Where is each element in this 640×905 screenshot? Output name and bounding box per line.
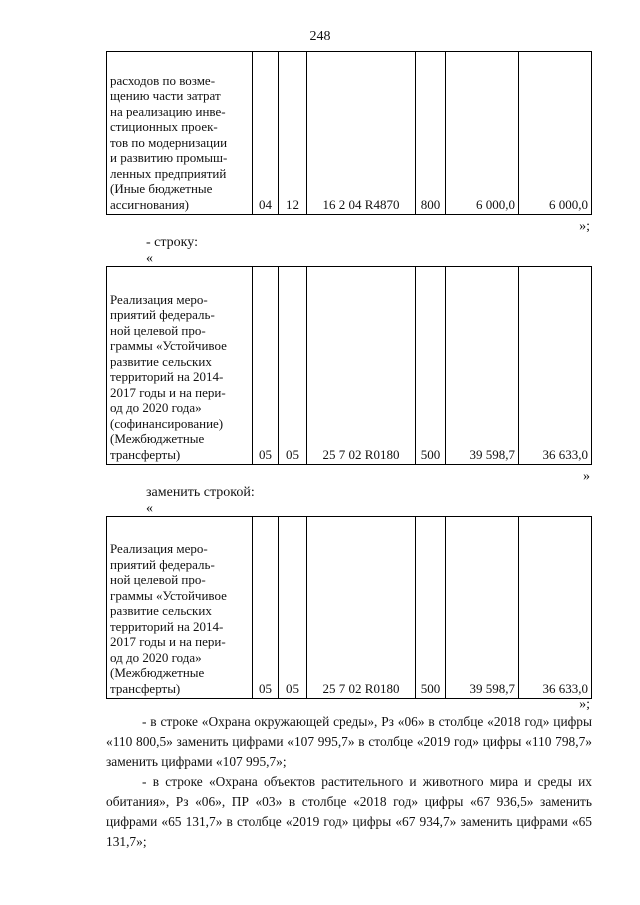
- closing-quote: »;: [579, 219, 590, 234]
- amendment-paragraph: - в строке «Охрана объектов растительного и животного мира и среды их обитания», Рз «06», ПР «03» в столбце «2018 год» цифры «67 936,5» заменить цифрами «65 131,7» в столбце «2019 год» цифры «67 934,7» заменить цифрами «65 131,7»;: [106, 774, 592, 849]
- sum-2018-cell: 39 598,7: [446, 267, 519, 465]
- csr-cell: 16 2 04 R4870: [307, 52, 416, 215]
- opening-quote: «: [146, 251, 153, 266]
- rz-cell: 05: [253, 517, 279, 699]
- expense-name-cell: [107, 517, 253, 699]
- vr-cell: 500: [416, 517, 446, 699]
- amendment-paragraphs: [106, 712, 592, 852]
- table-row: [107, 52, 592, 215]
- sum-2019-cell: 36 633,0: [519, 267, 592, 465]
- expense-name: Реализация меро- приятий федераль- ной целевой про- граммы «Устойчивое развитие сельских территорий на 2014- 2017 годы и на пери- од до 2020 года» (Межбюджетные трансферты): [110, 541, 227, 696]
- closing-quote: »: [583, 469, 590, 484]
- csr-cell: 25 7 02 R0180: [307, 517, 416, 699]
- opening-quote: «: [146, 501, 153, 516]
- expense-name-cell: [107, 52, 253, 215]
- budget-table-previous-row: [106, 51, 592, 215]
- instruction-replace-label: заменить строкой:: [146, 485, 255, 500]
- page-number: 248: [309, 29, 331, 44]
- pr-cell: 12: [279, 52, 307, 215]
- rz-cell: 05: [253, 267, 279, 465]
- closing-quote: »;: [579, 697, 590, 712]
- instruction-row-label: - строку:: [146, 235, 198, 250]
- pr-cell: 05: [279, 517, 307, 699]
- expense-name: расходов по возме- щению части затрат на реализацию инве- стиционных проек- тов по модернизации и развитию промыш- ленных предприятий (Иные бюджетные ассигнования): [110, 72, 228, 212]
- sum-2019-cell: 36 633,0: [519, 517, 592, 699]
- budget-table-replacement-row: [106, 516, 592, 699]
- table-row: [107, 517, 592, 699]
- expense-name: Реализация меро- приятий федераль- ной целевой про- граммы «Устойчивое развитие сельских территорий на 2014- 2017 годы и на пери- од до 2020 года» (софинансирование) (Межбюджетные трансферты): [110, 291, 227, 462]
- vr-cell: 500: [416, 267, 446, 465]
- table-row: [107, 267, 592, 465]
- expense-name-cell: [107, 267, 253, 465]
- rz-cell: 04: [253, 52, 279, 215]
- budget-table-original-row: [106, 266, 592, 465]
- sum-2019-cell: 6 000,0: [519, 52, 592, 215]
- vr-cell: 800: [416, 52, 446, 215]
- sum-2018-cell: 39 598,7: [446, 517, 519, 699]
- amendment-paragraph: - в строке «Охрана окружающей среды», Рз «06» в столбце «2018 год» цифры «110 800,5» заменить цифрами «107 995,7» в столбце «2019 год» цифры «110 798,7» заменить цифрами «107 995,7»;: [106, 714, 592, 769]
- sum-2018-cell: 6 000,0: [446, 52, 519, 215]
- pr-cell: 05: [279, 267, 307, 465]
- csr-cell: 25 7 02 R0180: [307, 267, 416, 465]
